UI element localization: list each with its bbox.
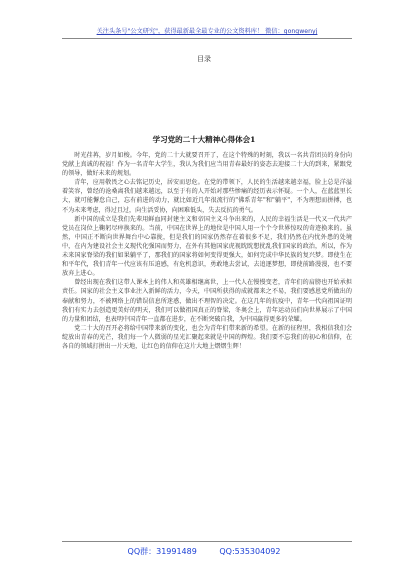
article-paragraph: 时光荏苒，岁月如梭。今年，党的二十大就要召开了，在这个特殊的时刻，我以一名共青团员的身份向党献上真诚的祝福！作为一名青年大学生，我认为我们应当用青春最好的姿态去迎接二十大的到来，紧跟党的领导，做好未来的规划。 (62, 152, 352, 178)
header-divider (62, 38, 352, 39)
toc-heading: 目录 (197, 55, 211, 63)
article-body (62, 151, 352, 351)
footer-contact (0, 546, 408, 557)
article-title: 学习党的二十大精神心得体会1 (152, 135, 256, 144)
article-paragraph: 党二十大的召开必将给中国带来新的变化，也会为青年们带来新的希望。在新的征程里，我相信我们会绽放出青春的光芒，我们每一个人微弱的星光汇聚起来就是中国的辉煌。我们要不忘我们的初心和信仰，在各自的领域打拼出一片天地，让红色的信仰在这片大地上熠熠生辉！ (62, 324, 352, 350)
article-paragraph: 新中国的成立是我们先辈用鲜血同封建主义和帝国主义斗争出来的，人民的幸福生活是一代又一代共产党员在岗位上鞠躬尽瘁换来的。当前，中国在世界上的地位是中国人用一个个令世界惊叹的奇迹换来的。虽然，中国正不断向世界舞台中心靠拢，但是我们的国家仍然存在着很多不足，我们仍然在内忧外患的处境中，在内为建设社会主义现代化强国而努力，在外有其他国家虎视眈眈想扰乱我们国家的政治，所以，作为未来国家脊梁的我们如果躺平了，那我们的国家将如何变得更强大，如何完成中华民族的复兴梦。即使生在和平年代，我们青年一代应该有压迫感，有危机意识，勇敢地去尝试，去追逐梦想，即使前路漫漫，也不要放弃上进心。 (62, 215, 352, 278)
footer-qq-group: QQ群：31991489 (127, 547, 197, 556)
article-paragraph: 青年，应用敬畏之心去铭记历史，居安而思危。在党的带领下，人民的生活越来越幸福，脸上总是洋溢着笑容，曾经的沧桑离我们越来越远，以至于有的人开始对那些惨痛的经历表示怀疑。一个人，在蓝蓝里长大，就可能懈怠自己，忘有前进的动力，就比如近几年很流行的"佛系青年"和"躺平"，不为理想而拼搏，也不为未来考虑，得过且过，向生活妥协，向困难低头，失去反抗的勇气。 (62, 179, 352, 214)
footer-qq: QQ:535304092 (219, 547, 281, 556)
header-banner-link[interactable]: 关注头条号"公文研究"，获得最新最全最专业的公文资料库！ 微信：gongwenyj (96, 28, 318, 35)
footer-divider (62, 541, 352, 542)
article-paragraph: 曾经出现在我们这带人课本上的伟人和英雄相继离世，上一代人在慢慢变老，青年们的肩膀也开始承担责任。国家的社会主义事业注入新鲜的活力，今天，中国所获得的成就都来之不易，我们要感恩党所做出的奉献和努力，不被网络上的错误信息所迷惑，做出不理智的决定。在这几年的抗疫中，青年一代向祖国证明我们有实力去创造更美好的明天，我们可以做祖国真正的脊梁，冬奥会上，青年运动员们向世界展示了中国的力量和团结，也表明中国青年一直都在进步，在不断突破自我，为中国赢得更多的荣耀。 (62, 279, 352, 323)
